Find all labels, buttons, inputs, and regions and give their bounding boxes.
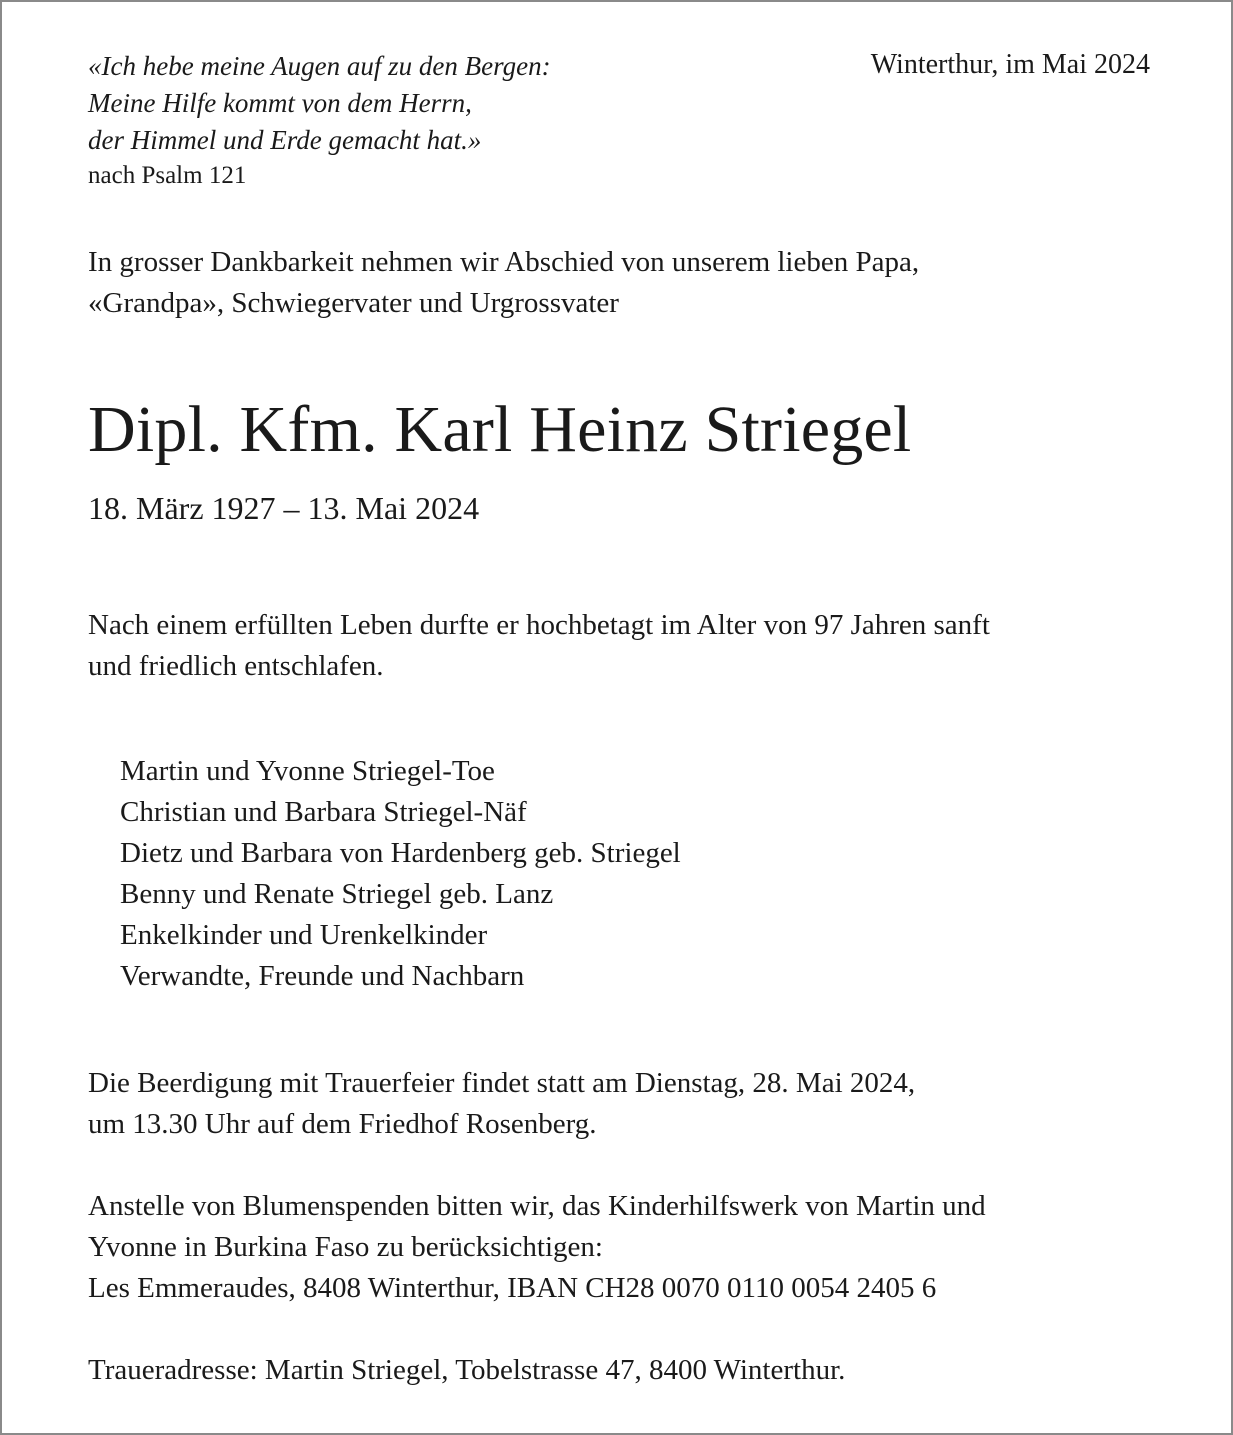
donation-line: Yvonne in Burkina Faso zu berücksichtigen:	[88, 1231, 603, 1263]
quote-line: der Himmel und Erde gemacht hat.»	[88, 125, 482, 155]
donation-line: Les Emmeraudes, 8408 Winterthur, IBAN CH28 0070 0110 0054 2405 6	[88, 1272, 937, 1304]
funeral-info	[88, 1063, 915, 1145]
life-dates: 18. März 1927 – 13. Mai 2024	[88, 490, 480, 526]
donation-line: Anstelle von Blumenspenden bitten wir, das Kinderhilfswerk von Martin und	[88, 1190, 986, 1222]
mourner-line: Dietz und Barbara von Hardenberg geb. Striegel	[120, 837, 681, 869]
funeral-line: Die Beerdigung mit Trauerfeier findet statt am Dienstag, 28. Mai 2024,	[88, 1067, 916, 1099]
quote-source: nach Psalm 121	[88, 162, 247, 189]
mourning-address: Traueradresse: Martin Striegel, Tobelstrasse 47, 8400 Winterthur.	[88, 1354, 846, 1386]
quote-line: Meine Hilfe kommt von dem Herrn,	[88, 88, 472, 118]
intro-text	[88, 242, 919, 324]
deceased-name: Dipl. Kfm. Karl Heinz Striegel	[88, 393, 912, 466]
place-date: Winterthur, im Mai 2024	[870, 49, 1150, 80]
funeral-line: um 13.30 Uhr auf dem Friedhof Rosenberg.	[88, 1108, 597, 1140]
intro-line: In grosser Dankbarkeit nehmen wir Abschied von unserem lieben Papa,	[88, 246, 920, 278]
psalm-quote	[88, 48, 551, 193]
quote-line: «Ich hebe meine Augen auf zu den Bergen:	[88, 51, 551, 81]
donation-info	[88, 1186, 986, 1309]
tribute-line: und friedlich entschlafen.	[88, 650, 384, 682]
mourners-list	[120, 751, 681, 997]
mourner-line: Benny und Renate Striegel geb. Lanz	[120, 878, 554, 910]
tribute-line: Nach einem erfüllten Leben durfte er hochbetagt im Alter von 97 Jahren sanft	[88, 609, 990, 641]
mourner-line: Verwandte, Freunde und Nachbarn	[120, 960, 525, 992]
intro-line: «Grandpa», Schwiegervater und Urgrossvater	[88, 287, 619, 319]
mourner-line: Martin und Yvonne Striegel-Toe	[120, 755, 495, 787]
mourner-line: Enkelkinder und Urenkelkinder	[120, 919, 488, 951]
tribute-text	[88, 605, 990, 687]
mourner-line: Christian und Barbara Striegel-Näf	[120, 796, 527, 828]
